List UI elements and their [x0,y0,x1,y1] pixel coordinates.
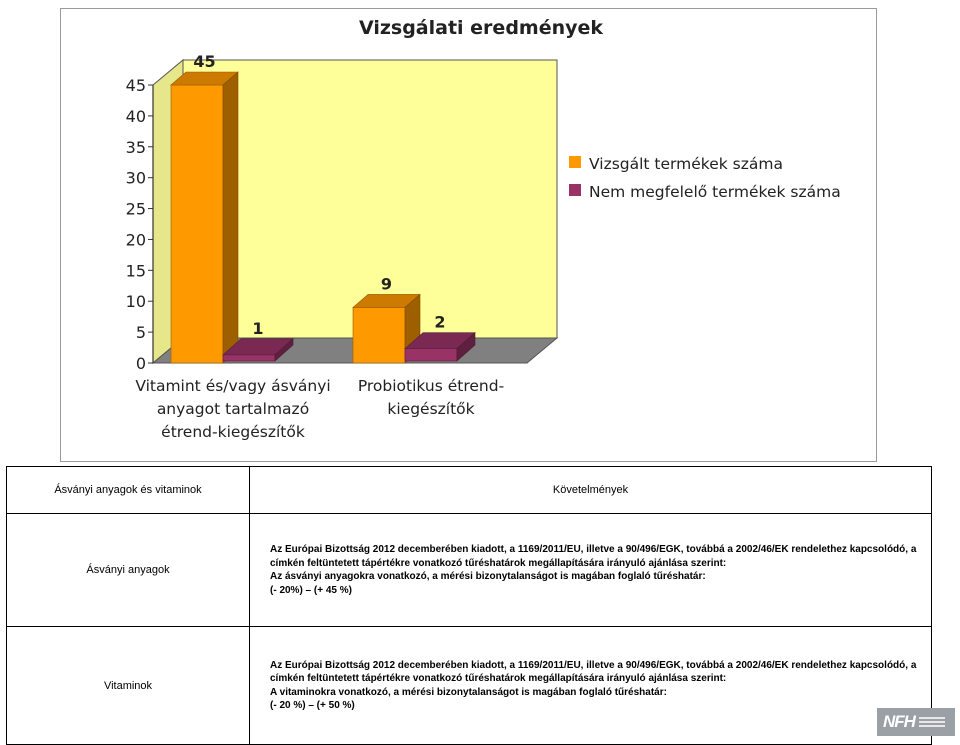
y-tick-label: 0 [135,354,146,373]
y-tick-label: 25 [125,199,146,219]
results-chart [60,8,877,462]
x-category-label: kiegészítők [387,400,475,418]
row-text-vitamins [250,627,932,745]
legend-label: Vizsgált termékek száma [589,155,783,173]
y-tick-label: 45 [125,76,146,95]
minerals-tolerance-range: (- 20%) – (+ 45 %) [270,584,352,596]
bar-front [405,349,457,361]
x-category-label: anyagot tartalmazó [156,400,310,418]
y-tick-label: 15 [125,261,146,281]
table-header-row [7,467,932,514]
chart-canvas [61,9,876,461]
vitamins-recommendation-text: Az Európai Bizottság 2012 decemberében kiadott, a 1169/2011/EU, illetve a 90/496/EGK, továbbá a 2002/46/EK rendelethez kapcsolódó, a címkén feltüntetett tápértékre vonatkozó tűréshatárok megállapítására irányuló ajánlása szerint: [270,659,917,684]
bar-data-label: 9 [380,274,393,294]
nfh-logo [877,708,955,736]
x-category-label: étrend-kiegészítők [161,423,305,441]
nfh-logo-fine-print [919,717,945,727]
y-tick-label: 5 [135,323,146,343]
row-label-vitamins: Vitaminok [7,627,250,745]
bar-front [171,85,223,363]
bar-side [223,72,238,363]
legend-label: Nem megfelelő termékek száma [589,183,841,201]
requirements-table [6,466,932,745]
y-tick-label: 10 [125,292,146,312]
vitamins-tolerance-range: (- 20 %) – (+ 50 %) [270,700,355,711]
row-text-minerals [250,514,932,627]
x-category-label: Probiotikus étrend- [357,377,505,395]
header-cell-requirements: Követelmények [250,467,932,514]
minerals-tolerance-text: Az ásványi anyagokra vonatkozó, a mérési bizonytalanságot is magában foglaló tűréshatár: [270,571,706,582]
legend-swatch [569,184,581,196]
y-tick-label: 30 [125,168,146,188]
table-row [7,627,932,745]
bar-data-label: 2 [434,312,446,332]
y-tick-label: 40 [125,106,146,126]
bar-data-label: 1 [252,318,264,338]
legend-swatch [569,156,581,168]
bar-front [223,355,275,361]
chart-title: Vizsgálati eredmények [358,17,604,39]
vitamins-tolerance-text: A vitaminokra vonatkozó, a mérési bizonytalanságot is magában foglaló tűréshatár: [270,686,667,698]
x-category-label: Vitamint és/vagy ásványi [135,377,331,395]
bar-data-label: 45 [193,52,216,71]
table-row [7,514,932,627]
row-label-minerals: Ásványi anyagok [7,514,250,627]
nfh-logo-text: NFH [883,712,915,731]
bar-front [353,307,405,363]
minerals-recommendation-text: Az Európai Bizottság 2012 decemberében kiadott, a 1169/2011/EU, illetve a 90/496/EGK, továbbá a 2002/46/EK rendelethez kapcsolódó, a címkén feltüntetett tápértékre vonatkozó tűréshatárok megállapítására irányuló ajánlása szerint: [270,544,917,569]
y-tick-label: 20 [125,230,146,250]
header-cell-substances: Ásványi anyagok és vitaminok [7,467,250,514]
y-tick-label: 35 [125,137,146,157]
